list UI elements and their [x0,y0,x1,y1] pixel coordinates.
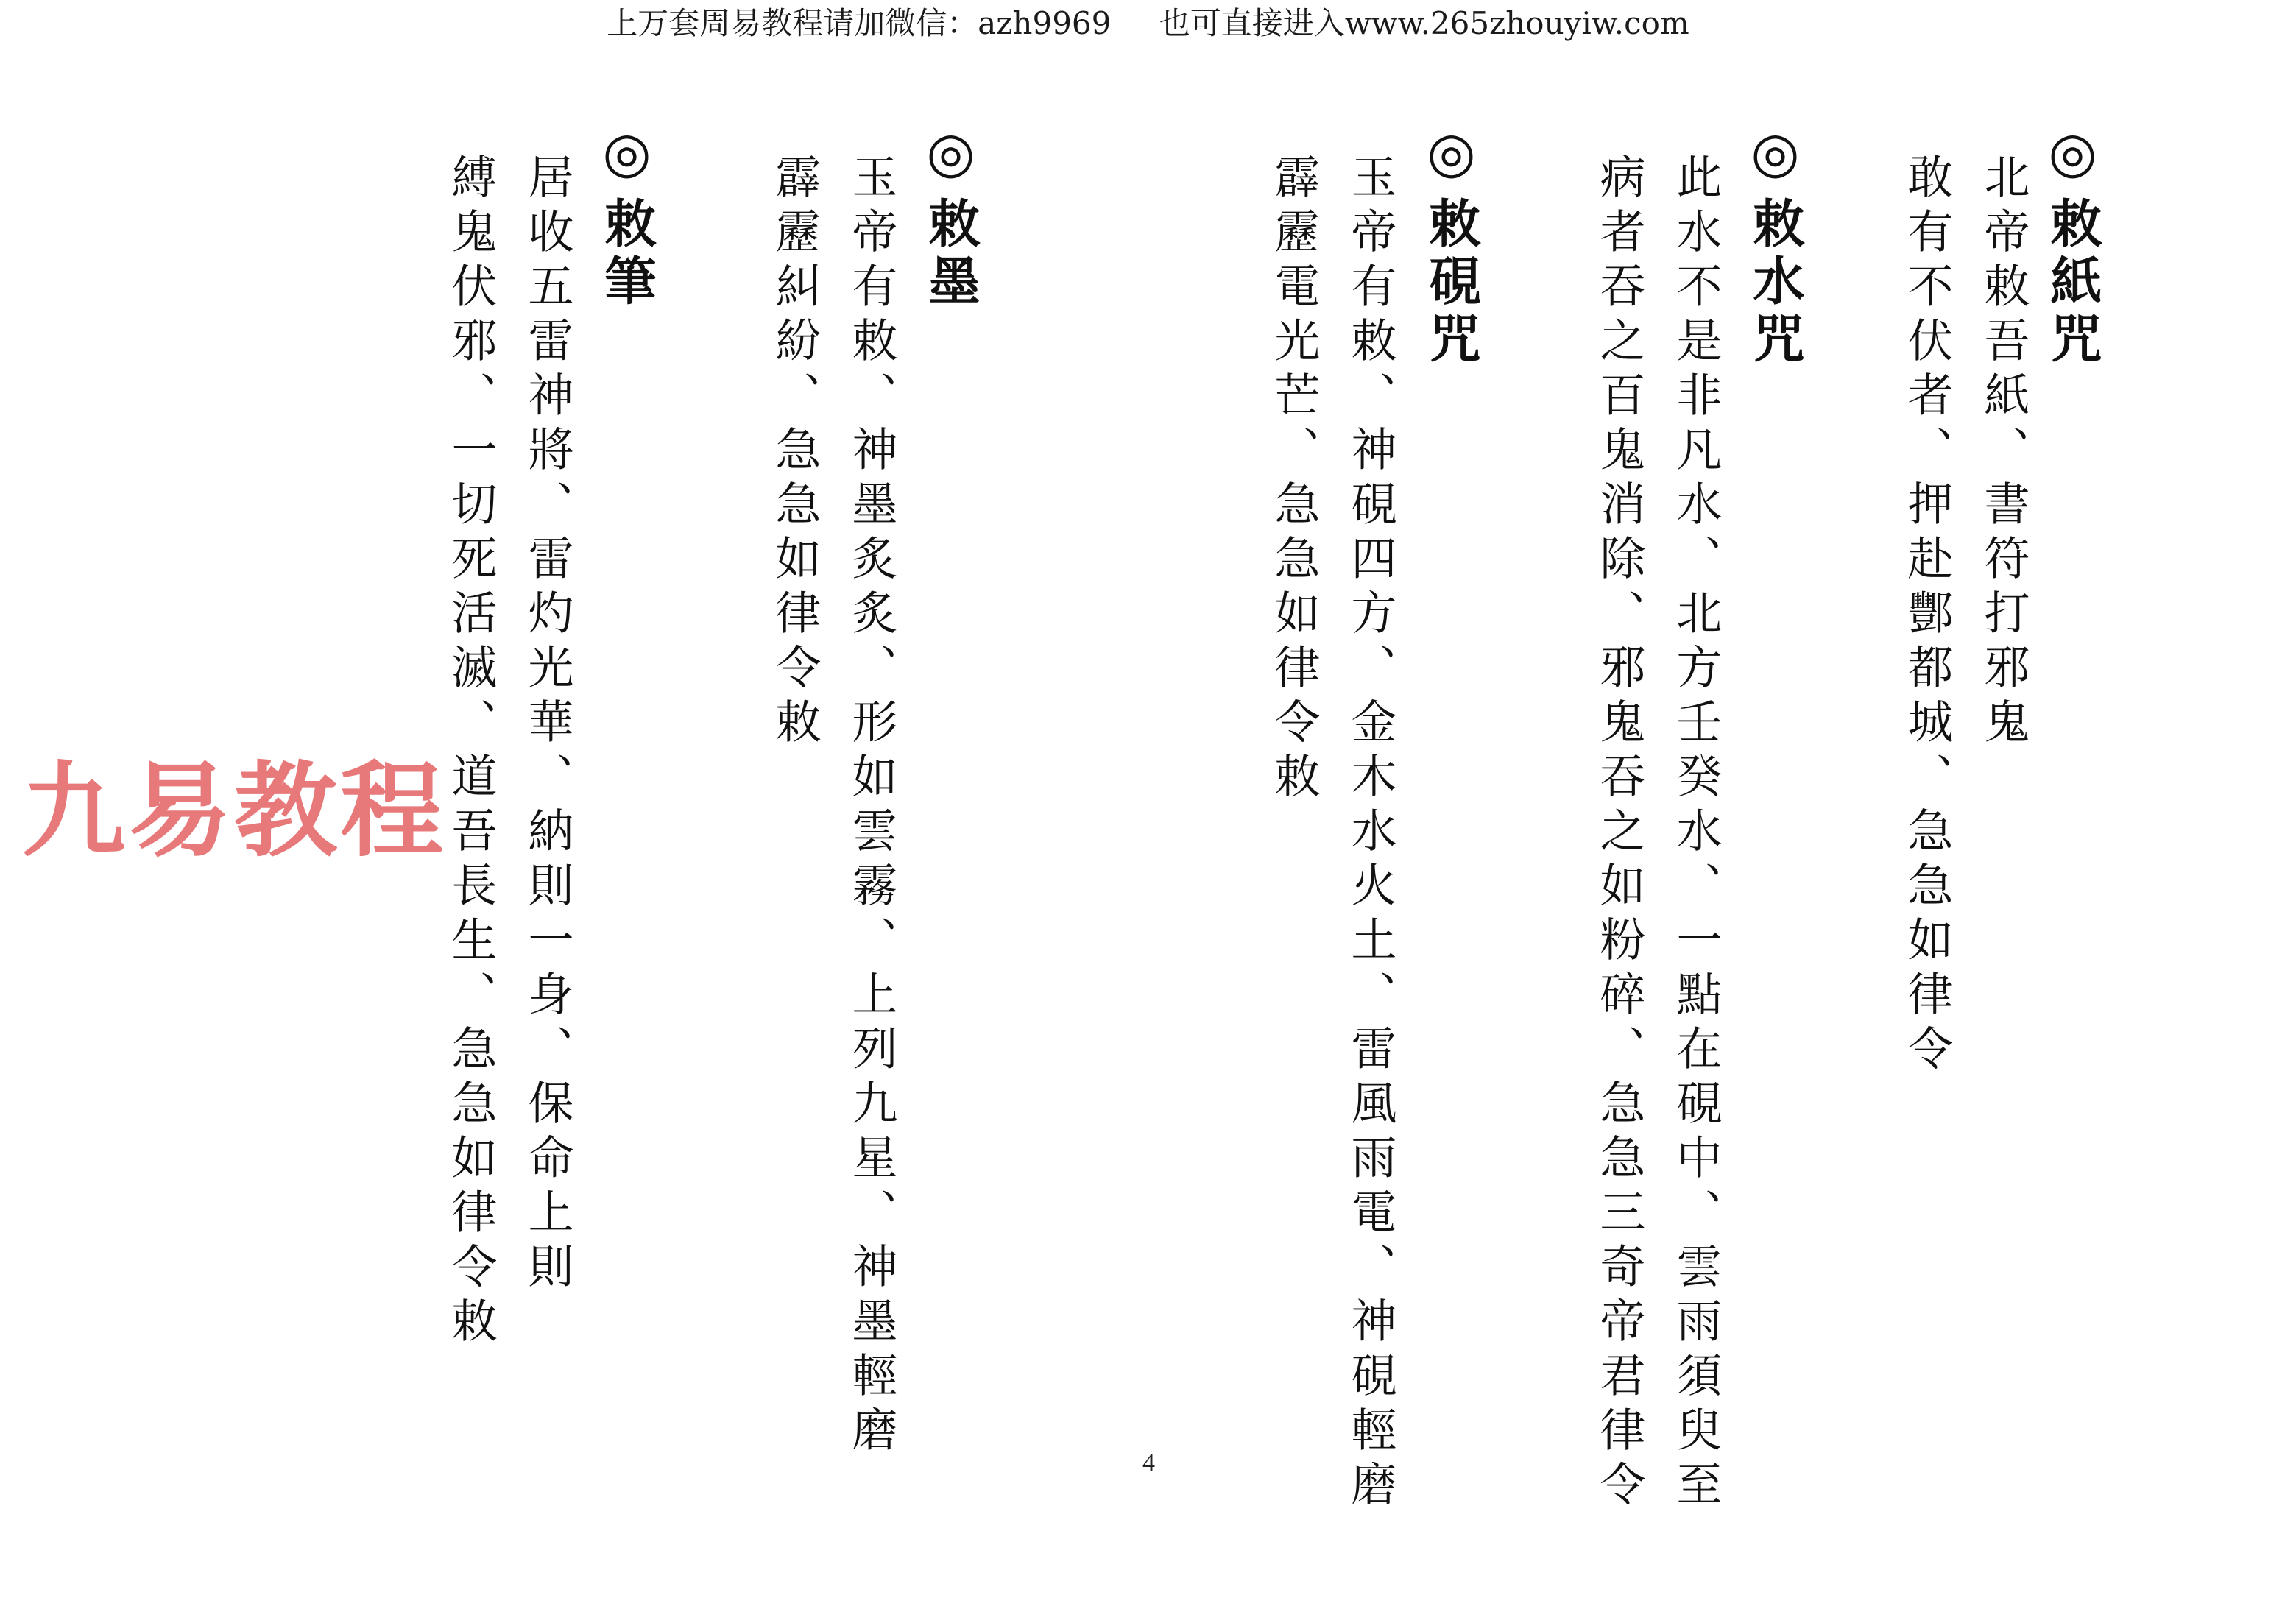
double-circle-icon: ◎ [1419,119,1484,191]
header-wechat-text: 上万套周易教程请加微信：azh9969 [607,5,1112,41]
section-title: 敕硯咒 [1421,197,1482,369]
section-heading-shui [1742,119,1808,369]
page-number: 4 [1142,1449,1155,1477]
header-website-text: 也可直接进入www.265zhouyiw.com [1159,5,1689,41]
section-title: 敕水咒 [1745,197,1806,369]
section-title: 敕墨 [920,197,981,311]
section-line: 霹靂電光芒、急急如律令敕 [1267,153,1321,807]
double-circle-icon: ◎ [1742,119,1808,191]
section-line: 縛鬼伏邪、一切死活滅、道吾長生、急急如律令敕 [444,153,498,1351]
section-line: 霹靂糾紛、急急如律令敕 [768,153,822,752]
section-line: 此水不是非凡水、北方壬癸水、一點在硯中、雲雨須臾至 [1669,153,1723,1515]
watermark-logo: 九易教程 [22,752,447,871]
section-line: 玉帝有敕、神硯四方、金木水火土、雷風雨電、神硯輕磨 [1343,153,1397,1515]
section-line: 病者吞之百鬼消除、邪鬼吞之如粉碎、急急三奇帝君律令 [1592,153,1646,1515]
double-circle-icon: ◎ [594,119,660,191]
section-line: 居收五雷神將、雷灼光華、納則一身、保命上則 [520,153,574,1297]
section-line: 北帝敕吾紙、書符打邪鬼 [1977,153,2030,752]
page-header [0,3,2296,44]
section-heading-yan [1419,119,1484,369]
section-line: 玉帝有敕、神墨炙炙、形如雲霧、上列九星、神墨輕磨 [844,153,898,1460]
double-circle-icon: ◎ [2040,119,2105,191]
section-heading-zhi [2040,119,2105,369]
section-heading-bi [594,119,660,311]
section-title: 敕紙咒 [2042,197,2103,369]
section-line: 敢有不伏者、押赴酆都城、急急如律令 [1900,153,1954,1079]
section-title: 敕筆 [596,197,657,311]
double-circle-icon: ◎ [918,119,983,191]
section-heading-mo [918,119,983,311]
